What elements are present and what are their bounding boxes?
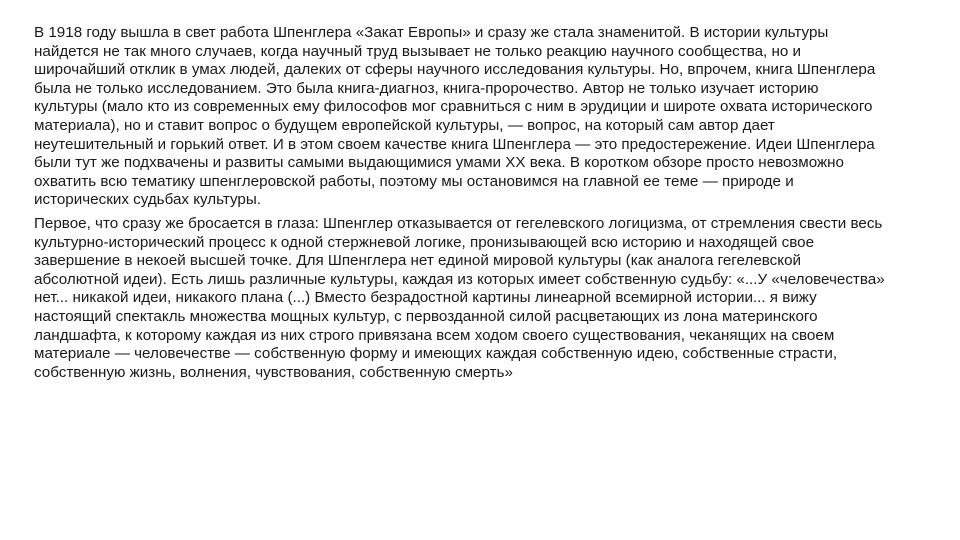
paragraph-1: В 1918 году вышла в свет работа Шпенглера «Закат Европы» и сразу же стала знаменитой. В истории культуры найдется не так много случаев, когда научный труд вызывает не только реакцию научного сообщества, но и широчайший отклик в умах людей, далеких от сферы научного исследования культуры. Но, впрочем, книга Шпенглера была не только исследованием. Это была книга-диагноз, книга-пророчество. Автор не только изучает историю культуры (мало кто из современных ему философов мог сравниться с ним в эрудиции и широте охвата исторического материала), но и ставит вопрос о будущем европейской культуры, — вопрос, на который сам автор дает неутешительный и горький ответ. И в этом своем качестве книга Шпенглера — это предостережение. Идеи Шпенглера были тут же подхвачены и развиты самыми выдающимися умами XX века. В коротком обзоре просто невозможно охватить всю тематику шпенглеровской работы, поэтому мы остановимся на главной ее теме — природе и исторических судьбах культуры.	[34, 24, 876, 209]
body-text	[34, 24, 886, 382]
paragraph-2: Первое, что сразу же бросается в глаза: Шпенглер отказывается от гегелевского логицизма, от стремления свести весь культурно-исторический процесс к одной стержневой логике, пронизывающей всю историю и находящей свое завершение в некоей высшей точке. Для Шпенглера нет единой мировой культуры (как аналога гегелевской абсолютной идеи). Есть лишь различные культуры, каждая из которых имеет собственную судьбу: «...У «человечества» нет... никакой идеи, никакого плана (...) Вместо безрадостной картины линеарной всемирной истории... я вижу настоящий спектакль множества мощных культур, с первозданной силой расцветающих из лона материнского ландшафта, к которому каждая из них строго привязана всем ходом своего существования, чеканящих на своем материале — человечестве — собственную форму и имеющих каждая собственную идею, собственные страсти, собственную жизнь, волнения, чувствования, собственную смерть»	[34, 214, 885, 381]
